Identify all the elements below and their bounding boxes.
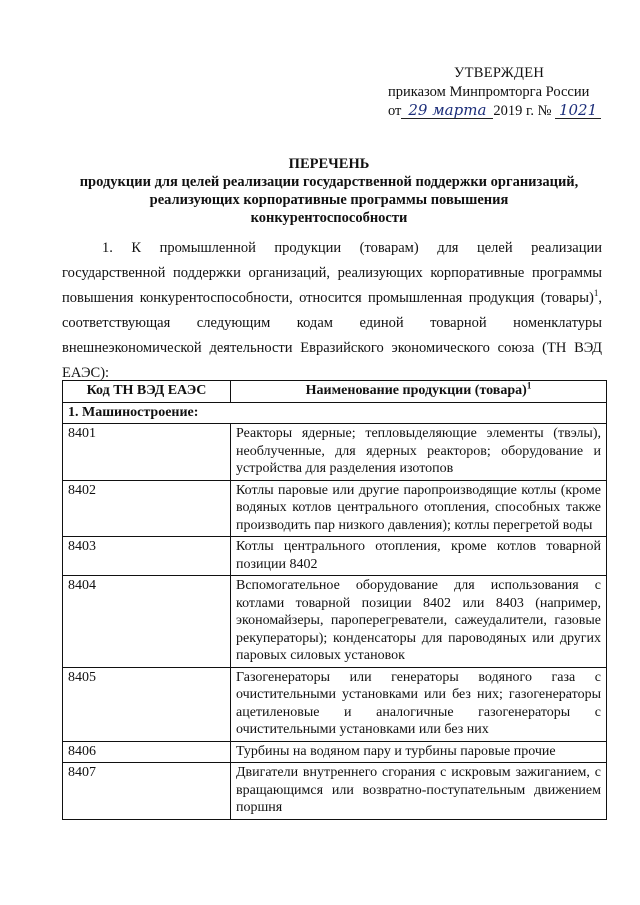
row-code: 8403 (63, 537, 231, 576)
handwritten-number: 1021 (555, 103, 601, 119)
table-row (63, 763, 607, 820)
row-name: Котлы паровые или другие паропроизводящие котлы (кроме водяных котлов центрального отопления, способных также производить пар низкого давления); котлы перегретой воды (231, 480, 607, 537)
header-footnote-mark: 1 (526, 380, 532, 391)
approval-block (388, 64, 618, 121)
table-row (63, 424, 607, 481)
approval-date-line (388, 102, 618, 121)
approval-order: приказом Минпромторга России (388, 84, 590, 100)
row-name: Реакторы ядерные; тепловыделяющие элементы (твэлы), необлученные, для ядерных реакторов; оборудование и устройства для разделения изотопов (231, 424, 607, 481)
approval-year: 2019 г. (493, 103, 534, 119)
row-code: 8402 (63, 480, 231, 537)
document-heading (70, 155, 588, 227)
header-name-text: Наименование продукции (товара) (305, 383, 527, 398)
handwritten-date: 29 марта (401, 103, 493, 119)
row-code: 8401 (63, 424, 231, 481)
section-title: 1. Машиностроение: (63, 402, 607, 424)
table-row (63, 667, 607, 741)
table-header-row (63, 381, 607, 403)
row-code: 8404 (63, 576, 231, 668)
row-name: Двигатели внутреннего сгорания с искровым зажиганием, с вращающимся или возвратно-поступательным движением поршня (231, 763, 607, 820)
section-row (63, 402, 607, 424)
codes-table (62, 380, 607, 820)
row-name: Вспомогательное оборудование для использования с котлами товарной позиции 8402 или 8403 (например, экономайзеры, пароперегреватели, сажеудалители, газовые рекуператоры); конденсаторы для пароводяных или других паровых силовых установок (231, 576, 607, 668)
row-code: 8405 (63, 667, 231, 741)
header-code: Код ТН ВЭД ЕАЭС (63, 381, 231, 403)
table-row (63, 480, 607, 537)
intro-text-before: 1. К промышленной продукции (товарам) для целей реализации государственной поддержки организаций, реализующих корпоративные программы повышения конкурентоспособности, относится промышленная продукция (товары) (62, 240, 602, 306)
row-name: Котлы центрального отопления, кроме котлов товарной позиции 8402 (231, 537, 607, 576)
approval-date-prefix: от (388, 103, 402, 119)
table-row (63, 741, 607, 763)
intro-footnote-mark: 1 (593, 288, 599, 299)
table-row (63, 576, 607, 668)
heading-subtitle: продукции для целей реализации государственной поддержки организаций, реализующих корпоративные программы повышения конкурентоспособности (79, 174, 579, 226)
header-name (231, 381, 607, 403)
heading-title: ПЕРЕЧЕНЬ (288, 156, 370, 172)
row-name: Турбины на водяном пару и турбины паровые прочие (231, 741, 607, 763)
row-name: Газогенераторы или генераторы водяного газа с очистительными установками или без них; газогенераторы ацетиленовые и аналогичные газогенераторы с очистительными установками или без них (231, 667, 607, 741)
approval-title: УТВЕРЖДЕН (454, 65, 545, 81)
intro-text-after: , соответствующая следующим кодам единой товарной номенклатуры внешнеэкономической деятельности Евразийского экономического союза (ТН ВЭД ЕАЭС): (62, 290, 602, 381)
row-code: 8407 (63, 763, 231, 820)
approval-number-sign: № (537, 103, 552, 119)
intro-paragraph (62, 236, 602, 386)
table-row (63, 537, 607, 576)
row-code: 8406 (63, 741, 231, 763)
